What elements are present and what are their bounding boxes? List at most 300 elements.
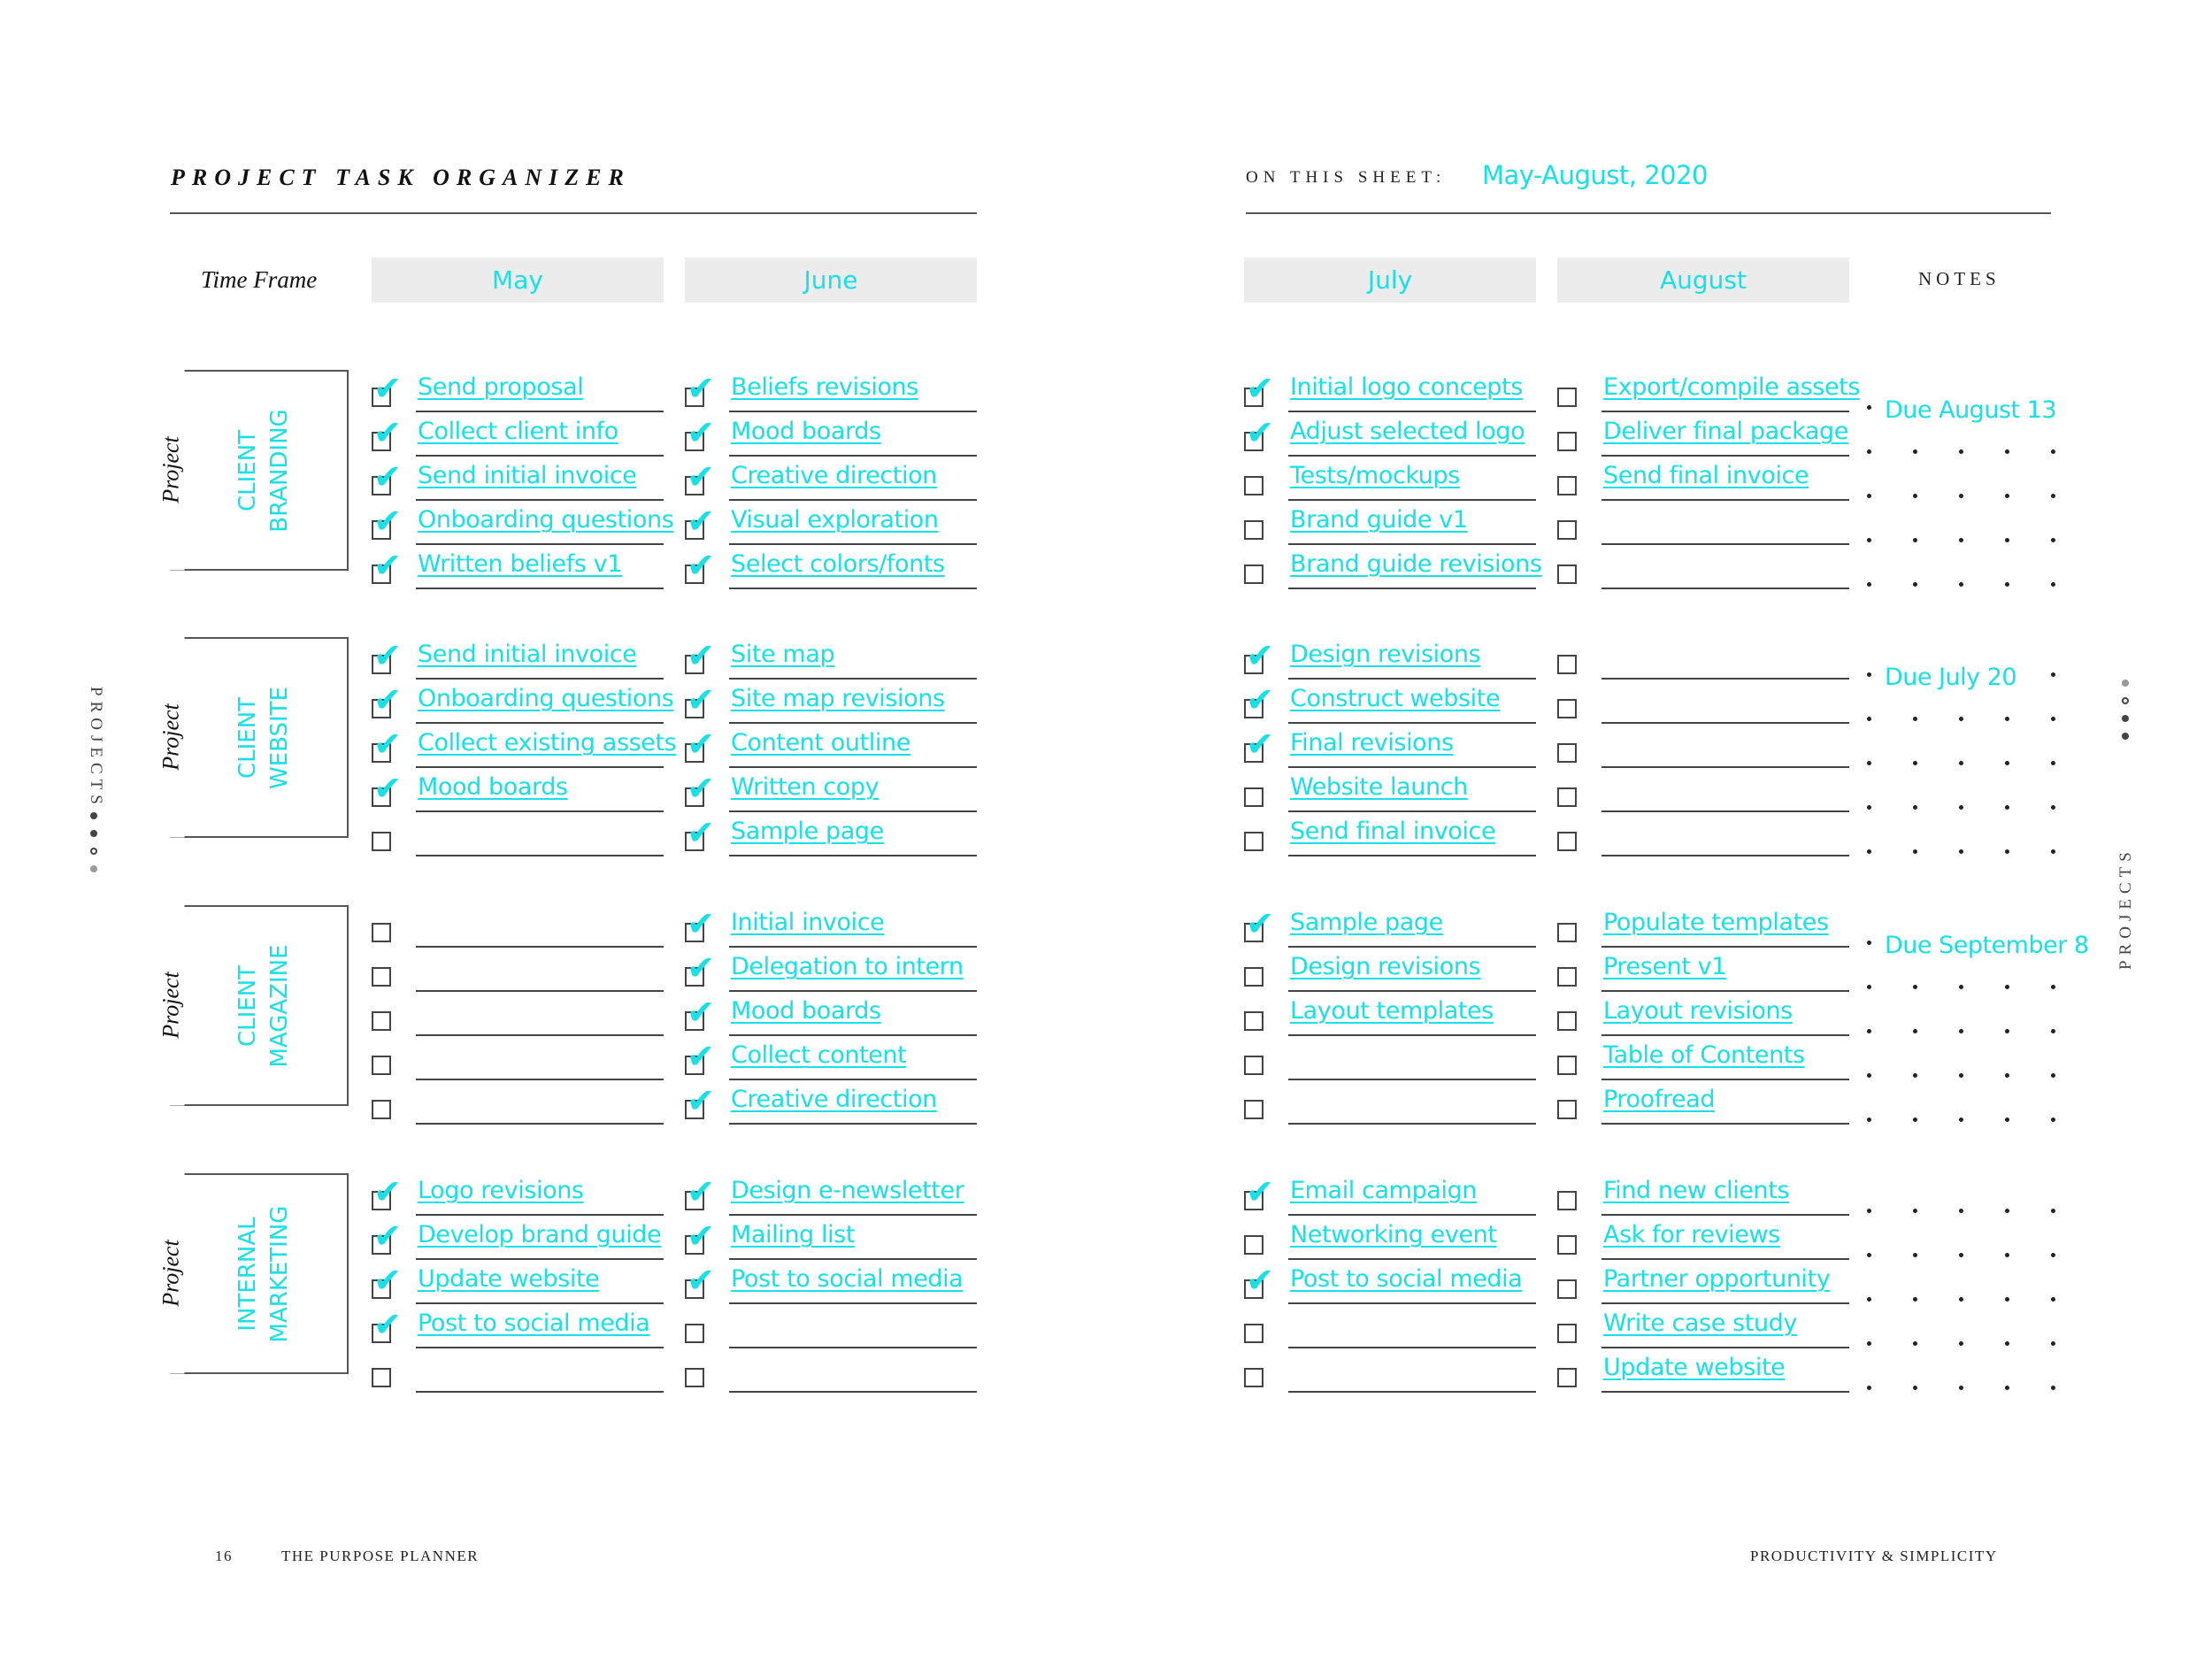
task-checkbox[interactable] [1557,832,1577,851]
task-checkbox[interactable] [1557,655,1577,674]
check-mark-icon: ✔ [1246,680,1274,719]
note-dot [2051,717,2055,721]
task-line [416,1214,664,1216]
task-line [1288,766,1536,768]
note-dot [1959,1209,1963,1213]
task-checkbox[interactable] [1244,1056,1263,1075]
task-line [416,1347,664,1348]
note-dot [2005,538,2009,542]
side-tab-left[interactable] [82,655,109,920]
task-line [1288,810,1536,812]
task-line [1288,722,1536,724]
task-line [1601,990,1849,992]
task-label[interactable]: Mood boards [731,418,881,445]
task-checkbox[interactable] [1557,1011,1577,1031]
project-name-line2: WEBSITE [266,687,293,789]
task-line [729,1391,977,1393]
task-label[interactable]: Post to social media [1290,1265,1523,1293]
check-mark-icon: ✔ [687,725,715,764]
side-tab-right[interactable] [2113,672,2139,970]
task-line [416,990,664,992]
task-line [1288,1347,1536,1348]
note-dot [1867,717,1871,721]
check-mark-icon: ✔ [687,457,715,496]
task-line [1601,411,1849,412]
task-checkbox[interactable] [1557,1368,1577,1387]
note-dot [1959,1386,1963,1390]
task-line [1601,1079,1849,1080]
task-checkbox[interactable] [372,1056,391,1075]
task-label[interactable]: Networking event [1290,1221,1497,1248]
task-label[interactable]: Brand guide revisions [1290,550,1542,578]
note-dot [2005,1073,2009,1078]
task-checkbox[interactable] [685,1368,704,1387]
project-label: Project [158,905,185,1106]
task-label[interactable]: Onboarding questions [418,685,674,712]
sheet-label: ON THIS SHEET: [1246,168,1447,187]
task-line [729,1123,977,1125]
task-label[interactable]: Populate templates [1603,909,1829,936]
side-dot-icon [90,812,97,819]
note-dot [1913,805,1917,810]
note-dot [1913,538,1917,542]
side-dot-icon [2122,715,2129,722]
task-label[interactable]: Find new clients [1603,1177,1790,1204]
note-dot [2005,985,2009,989]
footer-right: PRODUCTIVITY & SIMPLICITY [1750,1548,1998,1564]
note-dot [1959,805,1963,810]
task-label[interactable]: Creative direction [731,1086,937,1113]
task-checkbox[interactable] [1244,1011,1263,1031]
month-may: May [372,257,664,303]
task-line [1288,855,1536,856]
task-line [729,499,977,501]
task-checkbox[interactable] [372,1011,391,1031]
note-dot [2005,1341,2009,1346]
task-label[interactable]: Layout revisions [1603,997,1793,1025]
task-label[interactable]: Collect client info [418,418,618,445]
task-line [1601,722,1849,724]
note-dot [1913,761,1917,765]
task-label[interactable]: Final revisions [1290,729,1454,757]
task-label[interactable]: Logo revisions [418,1177,584,1204]
task-checkbox[interactable] [1557,1324,1577,1343]
task-line [1288,946,1536,948]
note-dot [1913,1297,1917,1302]
note-dot [2051,805,2055,810]
task-checkbox[interactable] [1557,743,1577,763]
check-mark-icon: ✔ [1246,1261,1274,1300]
task-checkbox[interactable] [685,1324,704,1343]
task-checkbox[interactable] [1557,1235,1577,1255]
task-label[interactable]: Post to social media [418,1310,650,1337]
task-line [729,1214,977,1216]
note-dot [2005,717,2009,721]
note-dot [2005,1029,2009,1033]
task-line [1601,455,1849,457]
note-dot [1867,672,1871,677]
task-label[interactable]: Send final invoice [1290,818,1496,845]
note-dot [1867,449,1871,454]
task-line [416,1079,664,1080]
project-note: Due September 8 [1885,932,2089,959]
task-label[interactable]: Mood boards [418,773,568,801]
task-label[interactable]: Brand guide v1 [1290,506,1468,534]
task-checkbox[interactable] [1244,967,1263,987]
task-line [1601,1123,1849,1125]
note-dot [2005,849,2009,854]
task-label[interactable]: Design e-newsletter [731,1177,964,1204]
task-label[interactable]: Design revisions [1290,641,1481,668]
task-checkbox[interactable] [1557,967,1577,987]
task-checkbox[interactable] [1557,1100,1577,1119]
check-mark-icon: ✔ [373,1172,402,1211]
note-dot [1867,405,1871,410]
task-label[interactable]: Sample page [1290,909,1443,936]
task-line [1601,1391,1849,1393]
side-ring-icon [90,848,97,855]
check-mark-icon: ✔ [687,993,715,1032]
check-mark-icon: ✔ [1246,904,1274,943]
task-line [1288,1123,1536,1125]
note-dot [1959,1297,1963,1302]
check-mark-icon: ✔ [687,813,715,852]
task-line [416,1123,664,1125]
check-mark-icon: ✔ [687,680,715,719]
project-name [232,400,296,541]
task-line [1601,1302,1849,1304]
task-label[interactable]: Send proposal [418,373,584,401]
side-ring-icon [2122,697,2129,704]
note-dot [2005,582,2009,587]
task-line [729,455,977,457]
task-line [416,678,664,680]
task-line [1288,1214,1536,1216]
task-label[interactable]: Present v1 [1603,953,1727,980]
task-label[interactable]: Collect existing assets [418,729,677,757]
project-name [232,1203,296,1345]
note-dot [1913,1118,1917,1122]
task-label[interactable]: Develop brand guide [418,1221,662,1248]
task-line [1601,1347,1849,1348]
note-dot [2051,1341,2055,1346]
project-name [232,667,296,809]
task-checkbox[interactable] [1557,787,1577,807]
task-label[interactable]: Send initial invoice [418,641,637,668]
task-checkbox[interactable] [1244,565,1263,584]
task-line [729,543,977,545]
task-line [1288,1034,1536,1036]
task-line [1288,411,1536,412]
sheet-value: May-August, 2020 [1482,160,1708,190]
task-line [416,766,664,768]
month-august: August [1557,257,1849,303]
note-dot [2051,1209,2055,1213]
task-line [729,855,977,856]
task-line [416,722,664,724]
note-dot [1913,449,1917,454]
side-tab-left-label: PROJECTS [87,687,105,810]
task-line [416,1034,664,1036]
task-line [416,810,664,812]
task-line [416,455,664,457]
task-label[interactable]: Mailing list [731,1221,856,1248]
note-dot [1867,849,1871,854]
task-label[interactable]: Visual exploration [731,506,939,534]
task-label[interactable]: Post to social media [731,1265,964,1293]
task-line [729,1347,977,1348]
project-label: Project [158,370,185,571]
check-mark-icon: ✔ [373,636,402,675]
task-checkbox[interactable] [372,832,391,851]
task-label[interactable]: Select colors/fonts [731,550,945,578]
note-dot [2051,449,2055,454]
task-label[interactable]: Ask for reviews [1603,1221,1780,1248]
project-name-line2: BRANDING [266,409,293,533]
task-checkbox[interactable] [1244,1100,1263,1119]
task-label[interactable]: Tests/mockups [1290,462,1460,489]
note-dot [1867,1073,1871,1078]
note-dot [1959,494,1963,498]
project-note: Due July 20 [1885,664,2017,691]
task-label[interactable]: Partner opportunity [1603,1265,1831,1293]
task-checkbox[interactable] [1244,832,1263,851]
check-mark-icon: ✔ [687,502,715,541]
task-line [416,411,664,412]
task-label[interactable]: Onboarding questions [418,506,674,534]
task-line [1601,855,1849,856]
task-checkbox[interactable] [1557,388,1577,407]
note-dot [2005,761,2009,765]
check-mark-icon: ✔ [687,904,715,943]
task-line [1601,1258,1849,1260]
task-line [416,855,664,856]
task-line [1288,455,1536,457]
note-dot [1959,985,1963,989]
task-line [1288,678,1536,680]
note-dot [1867,1029,1871,1033]
task-line [729,766,977,768]
side-dot-icon [90,830,97,837]
note-dot [1959,1253,1963,1257]
page-title: PROJECT TASK ORGANIZER [171,165,631,190]
task-line [1288,1079,1536,1080]
note-dot [1867,582,1871,587]
task-line [1601,1034,1849,1036]
project-note: Due August 13 [1885,396,2057,424]
check-mark-icon: ✔ [373,457,402,496]
side-dot-icon [2122,733,2129,740]
task-line [729,1302,977,1304]
project-label: Project [158,1173,185,1374]
task-label[interactable]: Delegation to intern [731,953,964,980]
task-label[interactable]: Beliefs revisions [731,373,918,401]
page-number: 16 [215,1548,233,1564]
task-line [416,946,664,948]
note-dot [1959,538,1963,542]
note-dot [2005,449,2009,454]
task-label[interactable]: Update website [1603,1354,1786,1381]
task-label[interactable]: Write case study [1603,1310,1797,1337]
check-mark-icon: ✔ [373,1261,402,1300]
note-dot [2051,1029,2055,1033]
note-dot [1913,1253,1917,1257]
task-line [1288,1302,1536,1304]
note-dot [1959,582,1963,587]
note-dot [2005,1209,2009,1213]
task-line [1601,499,1849,501]
task-label[interactable]: Website launch [1290,773,1468,801]
note-dot [1913,494,1917,498]
project-name-line1: INTERNAL [234,1217,261,1332]
check-mark-icon: ✔ [687,1217,715,1256]
task-line [1288,1258,1536,1260]
task-line [1601,1214,1849,1216]
task-checkbox[interactable] [1557,1191,1577,1210]
task-label[interactable]: Proofread [1603,1086,1716,1113]
note-dot [2051,1386,2055,1390]
month-june: June [685,257,977,303]
task-label[interactable]: Content outline [731,729,910,757]
note-dot [1913,985,1917,989]
check-mark-icon: ✔ [1246,369,1274,408]
note-dot [1959,849,1963,854]
task-checkbox[interactable] [1244,520,1263,540]
note-dot [1867,1297,1871,1302]
project-name [232,935,296,1077]
note-dot [1959,1341,1963,1346]
task-label[interactable]: Layout templates [1290,997,1494,1025]
task-label[interactable]: Sample page [731,818,884,845]
task-label[interactable]: Initial invoice [731,909,885,936]
project-name-line2: MAGAZINE [266,944,293,1068]
note-dot [1867,538,1871,542]
task-checkbox[interactable] [1244,1235,1263,1255]
task-label[interactable]: Initial logo concepts [1290,373,1523,401]
note-dot [2051,1297,2055,1302]
task-label[interactable]: Send final invoice [1603,462,1809,489]
task-label[interactable]: Deliver final package [1603,418,1849,445]
task-line [729,946,977,948]
task-label[interactable]: Site map revisions [731,685,945,712]
task-line [1601,810,1849,812]
check-mark-icon: ✔ [373,413,402,452]
task-label[interactable]: Adjust selected logo [1290,418,1525,445]
task-line [729,1079,977,1080]
project-name-line1: CLIENT [234,429,261,512]
note-dot [1867,1118,1871,1122]
task-label[interactable]: Collect content [731,1041,907,1069]
task-line [1288,499,1536,501]
task-checkbox[interactable] [1244,1324,1263,1343]
note-dot [2051,582,2055,587]
check-mark-icon: ✔ [687,369,715,408]
note-dot [1913,1341,1917,1346]
note-dot [2051,849,2055,854]
task-label[interactable]: Written copy [731,773,879,801]
task-checkbox[interactable] [1244,787,1263,807]
task-line [729,722,977,724]
task-line [1288,543,1536,545]
task-checkbox[interactable] [372,923,391,942]
task-checkbox[interactable] [1244,1368,1263,1387]
task-line [1601,588,1849,589]
note-dot [1867,761,1871,765]
note-dot [2051,538,2055,542]
task-label[interactable]: Update website [418,1265,600,1293]
task-checkbox[interactable] [372,1100,391,1119]
note-dot [1913,849,1917,854]
task-label[interactable]: Export/compile assets [1603,373,1861,401]
note-dot [1959,449,1963,454]
task-label[interactable]: Design revisions [1290,953,1481,980]
note-dot [2051,985,2055,989]
check-mark-icon: ✔ [1246,413,1274,452]
task-label[interactable]: Creative direction [731,462,937,489]
task-line [416,543,664,545]
note-dot [1959,1118,1963,1122]
notes-label: NOTES [1918,268,2001,289]
task-label[interactable]: Written beliefs v1 [418,550,623,578]
task-checkbox[interactable] [372,1368,391,1387]
task-checkbox[interactable] [1557,1056,1577,1075]
task-checkbox[interactable] [1557,923,1577,942]
note-dot [2051,1118,2055,1122]
task-label[interactable]: Send initial invoice [418,462,637,489]
note-dot [1867,941,1871,945]
note-dot [1913,1029,1917,1033]
note-dot [2005,1253,2009,1257]
task-line [416,499,664,501]
task-label[interactable]: Site map [731,641,835,668]
side-dot-icon [2122,680,2129,687]
task-label[interactable]: Email campaign [1290,1177,1478,1204]
task-label[interactable]: Table of Contents [1603,1041,1805,1069]
task-checkbox[interactable] [1557,565,1577,584]
task-line [729,990,977,992]
month-july: July [1244,257,1536,303]
task-line [729,588,977,589]
note-dot [1867,1386,1871,1390]
task-checkbox[interactable] [1557,432,1577,451]
note-dot [1913,1073,1917,1078]
task-checkbox[interactable] [1557,520,1577,540]
note-dot [2005,1118,2009,1122]
note-dot [1867,1253,1871,1257]
note-dot [2051,1073,2055,1078]
task-checkbox[interactable] [1557,476,1577,495]
check-mark-icon: ✔ [687,636,715,675]
task-checkbox[interactable] [1244,476,1263,495]
task-checkbox[interactable] [372,967,391,987]
note-dot [1959,761,1963,765]
check-mark-icon: ✔ [1246,636,1274,675]
task-label[interactable]: Construct website [1290,685,1501,712]
note-dot [1913,582,1917,587]
task-checkbox[interactable] [1557,699,1577,718]
project-name-line1: CLIENT [234,964,261,1048]
task-label[interactable]: Mood boards [731,997,881,1025]
task-line [1601,678,1849,680]
time-frame-label: Time Frame [201,266,318,293]
task-line [1601,946,1849,948]
task-line [1601,543,1849,545]
task-line [1288,1391,1536,1393]
check-mark-icon: ✔ [373,725,402,764]
task-checkbox[interactable] [1557,1279,1577,1299]
check-mark-icon: ✔ [687,1037,715,1076]
note-dot [1959,717,1963,721]
